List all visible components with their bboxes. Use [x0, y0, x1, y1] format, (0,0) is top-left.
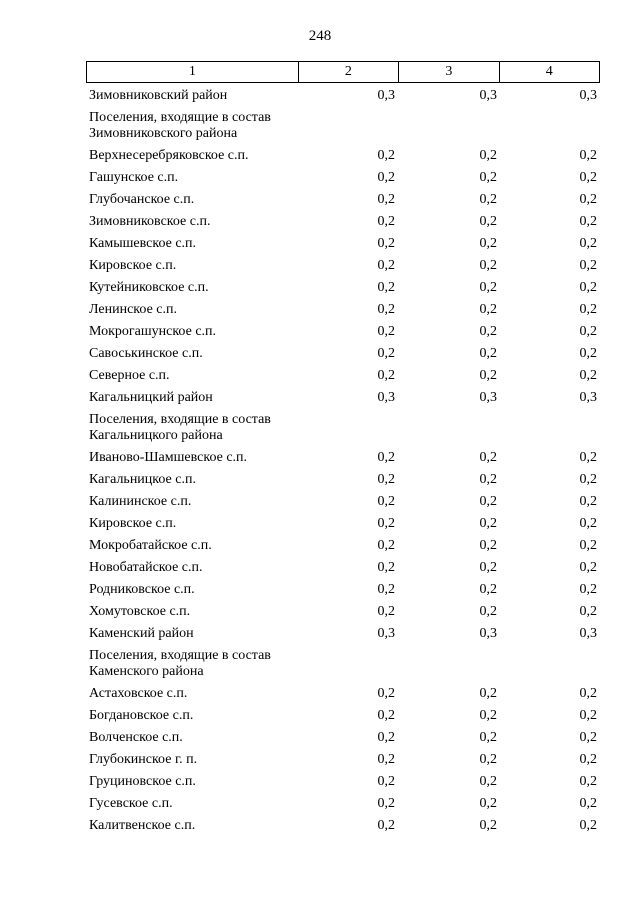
- row-value-col-3: 0,2: [479, 258, 497, 273]
- row-value-col-3: 0,3: [479, 88, 497, 103]
- row-value-col-2: 0,2: [377, 686, 395, 701]
- row-value-col-4: 0,2: [579, 796, 597, 811]
- row-value-col-2: 0,2: [377, 302, 395, 317]
- row-value-col-4: 0,2: [579, 538, 597, 553]
- row-value-col-2: 0,2: [377, 346, 395, 361]
- row-value-col-3: 0,2: [479, 148, 497, 163]
- row-value-col-3: 0,2: [479, 538, 497, 553]
- row-value-col-2: 0,2: [377, 730, 395, 745]
- row-value-col-4: 0,2: [579, 774, 597, 789]
- row-value-col-4: 0,2: [579, 516, 597, 531]
- row-value-col-2: 0,2: [377, 258, 395, 273]
- row-value-col-2: 0,2: [377, 752, 395, 767]
- row-name: Глубочанское с.п.: [89, 192, 195, 207]
- row-name: Волченское с.п.: [89, 730, 183, 745]
- row-value-col-2: 0,2: [377, 818, 395, 833]
- row-value-col-4: 0,2: [579, 236, 597, 251]
- row-value-col-2: 0,2: [377, 170, 395, 185]
- row-value-col-3: 0,2: [479, 730, 497, 745]
- row-name: Зимовниковский район: [89, 88, 228, 103]
- row-name: Родниковское с.п.: [89, 582, 195, 597]
- row-value-col-2: 0,2: [377, 192, 395, 207]
- row-value-col-4: 0,2: [579, 472, 597, 487]
- row-name: Новобатайское с.п.: [89, 560, 203, 575]
- row-value-col-4: 0,2: [579, 214, 597, 229]
- row-value-col-3: 0,2: [479, 472, 497, 487]
- row-value-col-3: 0,2: [479, 582, 497, 597]
- row-value-col-2: 0,2: [377, 214, 395, 229]
- row-value-col-3: 0,2: [479, 368, 497, 383]
- row-value-col-2: 0,3: [377, 390, 395, 405]
- row-value-col-2: 0,2: [377, 516, 395, 531]
- row-value-col-4: 0,2: [579, 280, 597, 295]
- row-value-col-2: 0,2: [377, 560, 395, 575]
- row-name: Мокробатайское с.п.: [89, 538, 212, 553]
- row-value-col-4: 0,3: [579, 626, 597, 641]
- row-value-col-3: 0,2: [479, 280, 497, 295]
- row-value-col-4: 0,2: [579, 818, 597, 833]
- row-value-col-3: 0,2: [479, 192, 497, 207]
- header-col-3: 3: [399, 62, 499, 83]
- row-value-col-3: 0,2: [479, 324, 497, 339]
- row-name: Северное с.п.: [89, 368, 170, 383]
- row-value-col-4: 0,2: [579, 708, 597, 723]
- row-value-col-3: 0,2: [479, 752, 497, 767]
- row-name: Астаховское с.п.: [89, 686, 188, 701]
- row-name: Поселения, входящие в состав Зимовниковского района: [89, 110, 271, 141]
- row-name: Иваново-Шамшевское с.п.: [89, 450, 248, 465]
- row-value-col-3: 0,2: [479, 774, 497, 789]
- row-value-col-4: 0,2: [579, 730, 597, 745]
- row-value-col-3: 0,2: [479, 818, 497, 833]
- row-value-col-2: 0,2: [377, 774, 395, 789]
- row-value-col-4: 0,2: [579, 582, 597, 597]
- row-name: Гашунское с.п.: [89, 170, 179, 185]
- row-name: Верхнесеребряковское с.п.: [89, 148, 249, 163]
- row-name: Савоськинское с.п.: [89, 346, 203, 361]
- row-value-col-2: 0,2: [377, 708, 395, 723]
- row-value-col-4: 0,2: [579, 346, 597, 361]
- row-value-col-2: 0,2: [377, 236, 395, 251]
- row-value-col-4: 0,2: [579, 258, 597, 273]
- row-value-col-4: 0,2: [579, 368, 597, 383]
- row-value-col-2: 0,2: [377, 604, 395, 619]
- row-value-col-2: 0,3: [377, 626, 395, 641]
- row-value-col-3: 0,3: [479, 626, 497, 641]
- header-col-4: 4: [499, 62, 599, 83]
- row-value-col-3: 0,2: [479, 494, 497, 509]
- row-value-col-3: 0,2: [479, 214, 497, 229]
- row-value-col-3: 0,2: [479, 346, 497, 361]
- row-value-col-3: 0,2: [479, 450, 497, 465]
- row-value-col-3: 0,2: [479, 170, 497, 185]
- row-name: Камышевское с.п.: [89, 236, 197, 251]
- row-value-col-2: 0,2: [377, 538, 395, 553]
- row-name: Кагальницкий район: [89, 390, 213, 405]
- row-value-col-4: 0,2: [579, 752, 597, 767]
- row-value-col-2: 0,2: [377, 582, 395, 597]
- row-value-col-4: 0,2: [579, 560, 597, 575]
- row-name: Гусевское с.п.: [89, 796, 173, 811]
- row-name: Хомутовское с.п.: [89, 604, 191, 619]
- row-value-col-2: 0,2: [377, 450, 395, 465]
- row-name: Кировское с.п.: [89, 516, 177, 531]
- row-value-col-2: 0,2: [377, 324, 395, 339]
- header-col-2: 2: [298, 62, 398, 83]
- row-name: Зимовниковское с.п.: [89, 214, 211, 229]
- row-name: Каменский район: [89, 626, 194, 641]
- row-value-col-3: 0,2: [479, 604, 497, 619]
- row-name: Поселения, входящие в состав Каменского района: [89, 648, 271, 679]
- row-value-col-4: 0,3: [579, 88, 597, 103]
- row-value-col-4: 0,2: [579, 450, 597, 465]
- row-name: Богдановское с.п.: [89, 708, 194, 723]
- row-value-col-4: 0,2: [579, 494, 597, 509]
- row-name: Калитвенское с.п.: [89, 818, 196, 833]
- row-name: Поселения, входящие в состав Кагальницкого района: [89, 412, 271, 443]
- row-value-col-4: 0,2: [579, 170, 597, 185]
- row-value-col-2: 0,2: [377, 494, 395, 509]
- page-number: 248: [308, 28, 332, 44]
- row-value-col-4: 0,2: [579, 192, 597, 207]
- row-value-col-4: 0,2: [579, 148, 597, 163]
- row-value-col-2: 0,2: [377, 148, 395, 163]
- row-value-col-2: 0,2: [377, 796, 395, 811]
- row-name: Ленинское с.п.: [89, 302, 177, 317]
- row-value-col-3: 0,3: [479, 390, 497, 405]
- row-name: Кутейниковское с.п.: [89, 280, 209, 295]
- row-name: Мокрогашунское с.п.: [89, 324, 217, 339]
- row-value-col-4: 0,2: [579, 686, 597, 701]
- row-value-col-3: 0,2: [479, 516, 497, 531]
- row-value-col-3: 0,2: [479, 708, 497, 723]
- row-value-col-3: 0,2: [479, 560, 497, 575]
- row-value-col-2: 0,2: [377, 368, 395, 383]
- row-value-col-2: 0,3: [377, 88, 395, 103]
- row-value-col-3: 0,2: [479, 686, 497, 701]
- header-col-1: 1: [87, 62, 299, 83]
- row-name: Глубокинское г. п.: [89, 752, 198, 767]
- row-value-col-3: 0,2: [479, 236, 497, 251]
- row-value-col-3: 0,2: [479, 302, 497, 317]
- row-value-col-4: 0,2: [579, 324, 597, 339]
- row-value-col-4: 0,2: [579, 302, 597, 317]
- row-name: Груциновское с.п.: [89, 774, 196, 789]
- row-value-col-2: 0,2: [377, 280, 395, 295]
- row-value-col-3: 0,2: [479, 796, 497, 811]
- table-header: [86, 61, 600, 83]
- row-name: Кагальницкое с.п.: [89, 472, 196, 487]
- row-value-col-4: 0,2: [579, 604, 597, 619]
- row-name: Калининское с.п.: [89, 494, 192, 509]
- row-value-col-4: 0,3: [579, 390, 597, 405]
- row-name: Кировское с.п.: [89, 258, 177, 273]
- row-value-col-2: 0,2: [377, 472, 395, 487]
